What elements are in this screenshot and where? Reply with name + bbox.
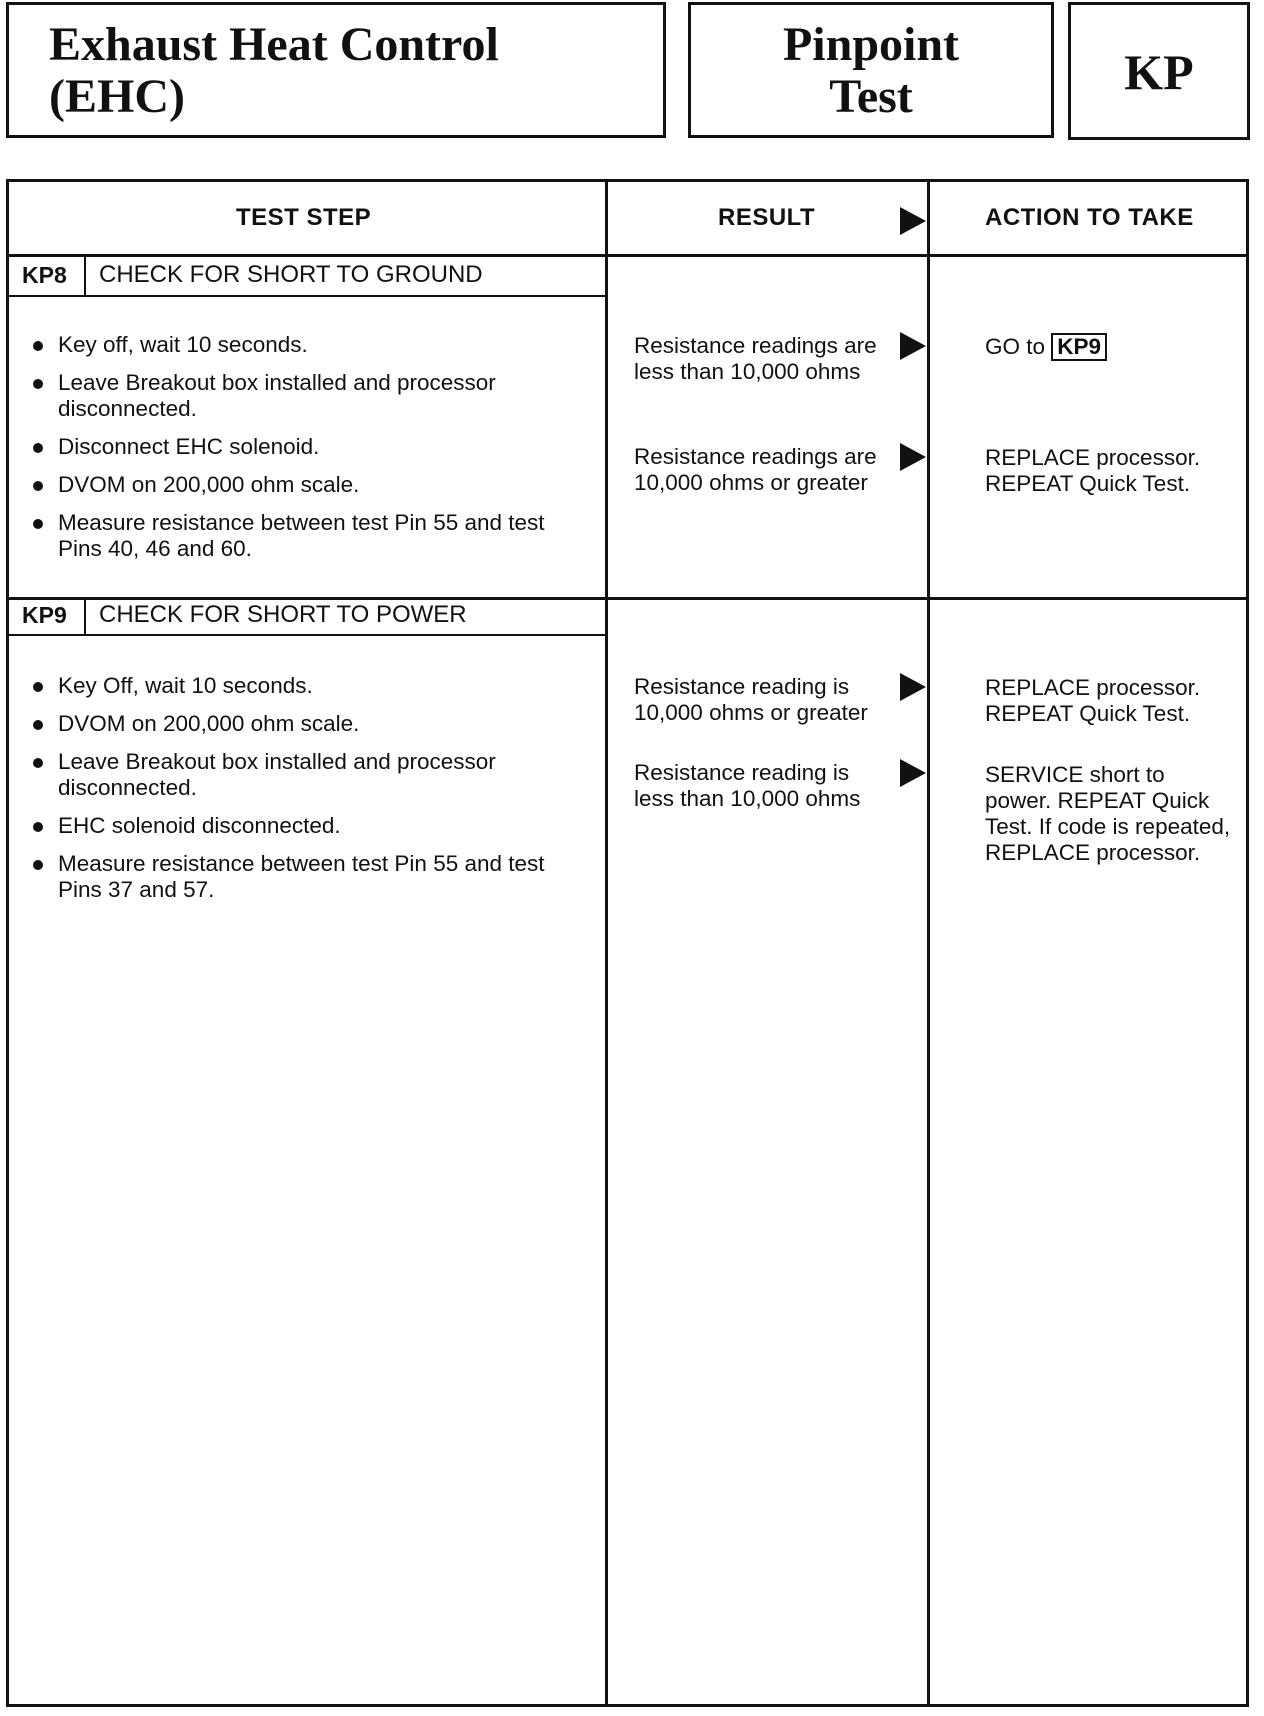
- goto-label: GO to: [985, 334, 1046, 359]
- step-title-kp8: CHECK FOR SHORT TO GROUND: [99, 261, 483, 288]
- doc-type-label: Pinpoint Test: [782, 18, 960, 123]
- arrow-icon: [900, 443, 926, 471]
- step-title-kp9: CHECK FOR SHORT TO POWER: [99, 601, 467, 628]
- list-item: Measure resistance between test Pin 55 and test Pins 37 and 57.: [30, 851, 590, 903]
- title-box: [6, 2, 666, 138]
- list-item: EHC solenoid disconnected.: [30, 813, 590, 839]
- list-item: DVOM on 200,000 ohm scale.: [30, 472, 590, 498]
- section-code-box: [1068, 2, 1250, 140]
- step-id-kp9: KP9: [22, 602, 67, 628]
- column-divider-1: [605, 179, 608, 1707]
- list-item: Key off, wait 10 seconds.: [30, 332, 590, 358]
- column-header-result: RESULT: [718, 204, 816, 231]
- list-item: Leave Breakout box installed and processor disconnected.: [30, 749, 590, 801]
- result-kp8-1: Resistance readings are less than 10,000 ohms: [634, 333, 877, 384]
- action-kp8-1: [985, 333, 1235, 361]
- column-header-action: ACTION TO TAKE: [985, 204, 1194, 231]
- result-kp9-2: Resistance reading is less than 10,000 ohms: [634, 760, 861, 811]
- step-divider: [6, 597, 1249, 600]
- action-kp8-2: REPLACE processor. REPEAT Quick Test.: [985, 445, 1201, 496]
- list-item: Key Off, wait 10 seconds.: [30, 673, 590, 699]
- step-instructions-kp9: [30, 673, 590, 915]
- arrow-icon: [900, 332, 926, 360]
- page-title: Exhaust Heat Control (EHC): [49, 18, 499, 123]
- list-item: Leave Breakout box installed and processor disconnected.: [30, 370, 590, 422]
- list-item: Disconnect EHC solenoid.: [30, 434, 590, 460]
- section-code: KP: [1124, 44, 1194, 100]
- step-id-kp8: KP8: [22, 262, 67, 288]
- header-row-divider: [6, 254, 1249, 257]
- arrow-icon: [900, 673, 926, 701]
- action-kp9-2: SERVICE short to power. REPEAT Quick Test. If code is repeated, REPLACE processor.: [985, 762, 1231, 865]
- action-kp9-1: REPLACE processor. REPEAT Quick Test.: [985, 675, 1201, 726]
- arrow-icon: [900, 759, 926, 787]
- result-kp8-2: Resistance readings are 10,000 ohms or greater: [634, 444, 877, 495]
- column-header-test-step: TEST STEP: [236, 204, 372, 231]
- column-divider-2: [927, 179, 930, 1707]
- list-item: DVOM on 200,000 ohm scale.: [30, 711, 590, 737]
- arrow-icon: [900, 207, 926, 235]
- result-kp9-1: Resistance reading is 10,000 ohms or greater: [634, 674, 868, 725]
- goto-kp9-link[interactable]: KP9: [1051, 333, 1107, 361]
- list-item: Measure resistance between test Pin 55 and test Pins 40, 46 and 60.: [30, 510, 590, 562]
- doc-type-box: [688, 2, 1054, 138]
- step-instructions-kp8: [30, 332, 590, 574]
